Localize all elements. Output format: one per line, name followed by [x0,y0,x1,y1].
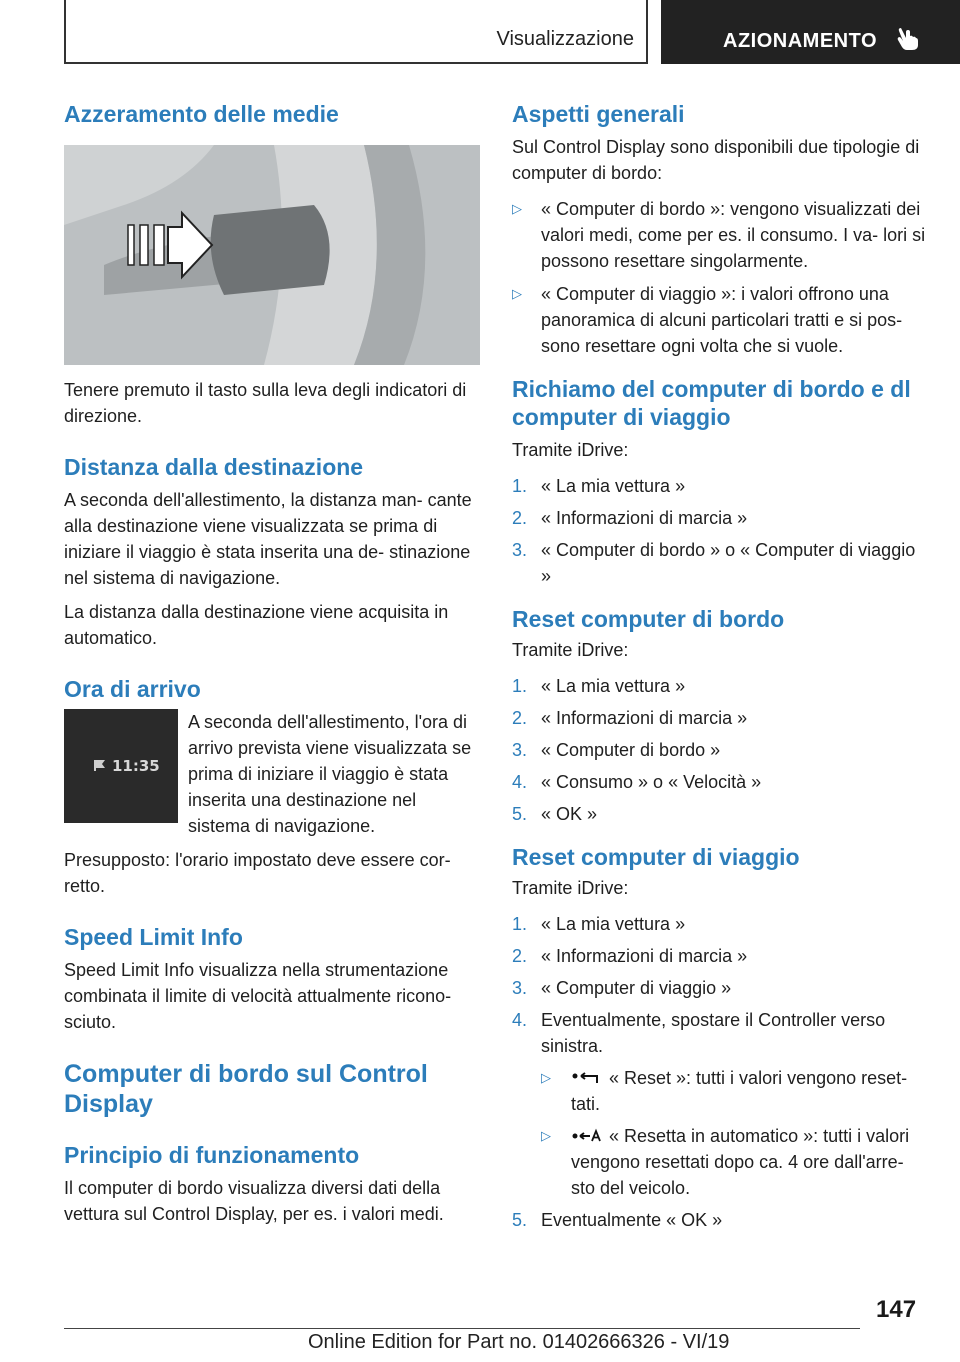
list-item: 5. « OK » [512,804,598,824]
list-item: 4. Eventualmente, spostare il Controller verso sinistra. ▷ « Reset »: tutti i valori vengono reset- tati. ▷ « Resetta in automatico »: tutti i valori vengono resettati dopo ca. 4 ore dall'arre- sto del veicolo. [512,1007,928,1201]
general-aspects-paragraph: Sul Control Display sono disponibili due tipologie di computer di bordo: [512,137,920,183]
list-item: 2. « Informazioni di marcia » [512,946,748,966]
section-title-speed-limit-info: Speed Limit Info [64,924,243,950]
reset-onboard-intro: Tramite iDrive: [512,640,629,660]
speed-limit-info-paragraph: Speed Limit Info visualizza nella strumentazione combinata il limite di velocità attualmente ricono- sciuto. [64,960,452,1032]
arrival-time-clock: 11:35 [112,757,160,775]
header-chapter-title: AZIONAMENTO [723,30,878,52]
destination-flag-icon [92,759,108,771]
list-item: 3. « Computer di viaggio » [512,978,732,998]
auto-reset-icon [571,1128,601,1144]
reset-onboard-steps [512,673,928,827]
left-column [64,100,480,1227]
arrival-time-prerequisite: Presupposto: l'orario impostato deve essere cor- retto. [64,850,451,896]
hand-pointer-icon [897,26,921,52]
reset-trip-intro: Tramite iDrive: [512,878,629,898]
section-title-reset-onboard-computer: Reset computer di bordo [512,606,785,632]
destination-distance-paragraph-1: A seconda dell'allestimento, la distanza man- cante alla destinazione viene visualizzata se prima di iniziare il viaggio è stata inserita una de- stinazione nel sistema di navigazione. [64,490,472,588]
list-item: 3. « Computer di bordo » [512,740,721,760]
section-title-open-computer: Richiamo del computer di bordo e dl computer di viaggio [512,376,911,430]
arrival-time-paragraph: A seconda dell'allestimento, l'ora di arrivo prevista viene visualizzata se prima di iniziare il viaggio è stata inserita una destinazione nel sistema di navigazione. [188,712,472,836]
section-title-general-aspects: Aspetti generali [512,101,685,127]
list-item: 5. Eventualmente « OK » [512,1210,723,1230]
arrival-time-figure [64,709,178,823]
triangle-bullet-icon: ▷ [512,286,522,301]
triangle-bullet-icon: ▷ [512,201,522,216]
destination-distance-paragraph-2: La distanza dalla destinazione viene acquisita in automatico. [64,602,449,648]
open-computer-steps [512,473,928,589]
header-chapter-box [661,0,960,64]
reset-options-list [541,1065,928,1201]
arrival-time-block [64,709,480,837]
footer-divider [64,1328,860,1329]
list-item: 2. « Informazioni di marcia » [512,708,748,728]
list-item: 1. « La mia vettura » [512,476,686,496]
reset-trip-steps [512,911,928,1233]
footer-edition: Online Edition for Part no. 01402666326 - VI/19 [308,1331,730,1353]
list-item: 1. « La mia vettura » [512,914,686,934]
section-title-reset-averages: Azzeramento delle medie [64,101,339,127]
page-number: 147 [876,1296,917,1323]
list-item: ▷ « Computer di viaggio »: i valori offrono una panoramica di alcuni particolari tratti e si pos- sono resettare ogni volta che si vuole. [512,281,928,359]
list-item: ▷ « Reset »: tutti i valori vengono reset- tati. [541,1065,928,1117]
lever-caption: Tenere premuto il tasto sulla leva degli indicatori di direzione. [64,380,467,426]
section-title-functional-principle: Principio di funzionamento [64,1142,360,1168]
right-column [512,100,928,1239]
turn-signal-lever-figure [64,145,480,365]
functional-principle-paragraph: Il computer di bordo visualizza diversi dati della vettura sul Control Display, per es. i valori medi. [64,1178,444,1224]
triangle-bullet-icon: ▷ [541,1128,551,1143]
reset-icon [571,1070,601,1086]
header-section-box [64,0,648,64]
list-item: 4. « Consumo » o « Velocità » [512,772,762,792]
list-item: ▷ « Resetta in automatico »: tutti i valori vengono resettati dopo ca. 4 ore dall'arre- sto del veicolo. [541,1123,928,1201]
section-title-arrival-time: Ora di arrivo [64,676,201,702]
header-section-title: Visualizzazione [496,28,634,50]
section-title-reset-trip-computer: Reset computer di viaggio [512,844,800,870]
section-title-onboard-computer: Computer di bordo sul Control Display [64,1060,428,1118]
list-item: 3. « Computer di bordo » o « Computer di viaggio » [512,540,916,586]
computer-types-list [512,196,928,359]
list-item: 2. « Informazioni di marcia » [512,508,748,528]
list-item: ▷ « Computer di bordo »: vengono visualizzati dei valori medi, come per es. il consumo. I va- lori si possono resettare singolarmente. [512,196,928,274]
open-computer-intro: Tramite iDrive: [512,440,629,460]
list-item: 1. « La mia vettura » [512,676,686,696]
triangle-bullet-icon: ▷ [541,1070,551,1085]
section-title-destination-distance: Distanza dalla destinazione [64,454,364,480]
